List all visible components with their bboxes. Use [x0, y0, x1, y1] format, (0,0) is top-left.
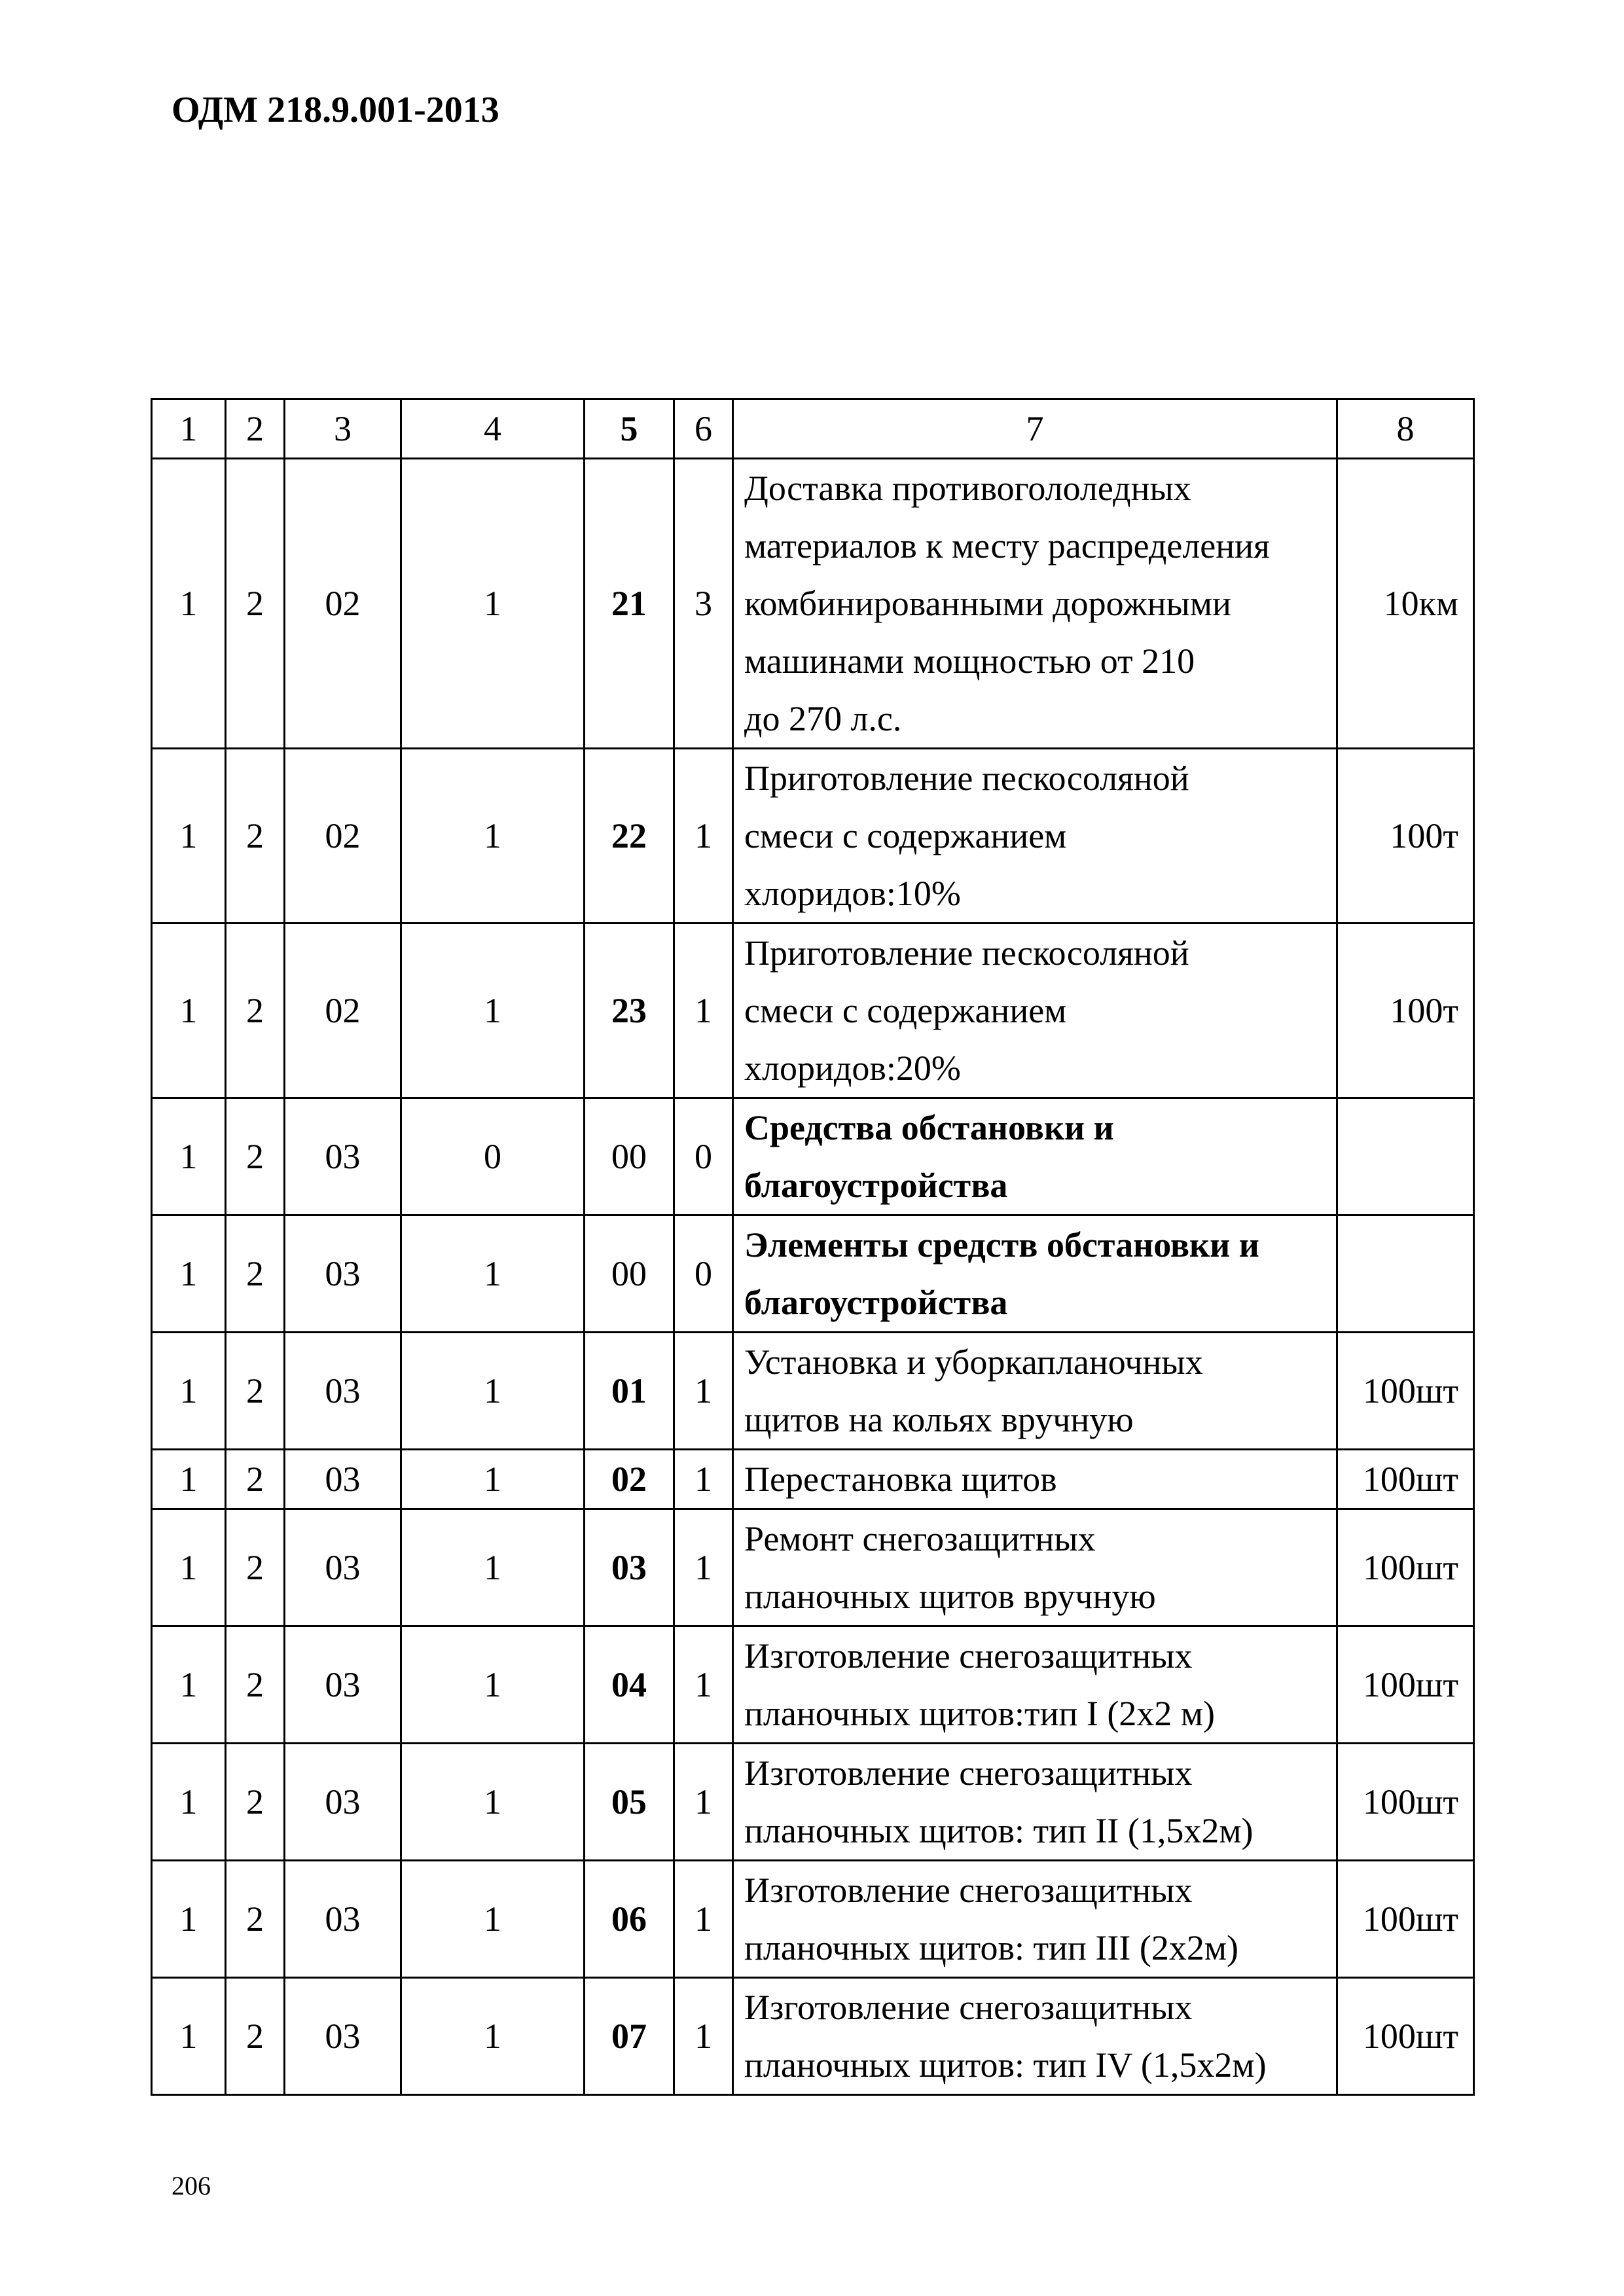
description-line: Установка и уборкапланочных: [744, 1342, 1203, 1382]
cell-col2: 2: [226, 749, 285, 924]
cell-unit: 100шт: [1337, 1626, 1474, 1744]
cell-description: [733, 1861, 1337, 1978]
cell-code: 23: [585, 924, 674, 1098]
cell-description: [733, 1450, 1337, 1509]
cell-col2: 2: [226, 1215, 285, 1333]
description-line: Доставка противогололедных: [744, 469, 1191, 508]
cell-col4: 1: [401, 924, 585, 1098]
cell-code: 22: [585, 749, 674, 924]
cell-col3: 02: [285, 924, 401, 1098]
cell-unit: 100шт: [1337, 1978, 1474, 2095]
description-line: смеси с содержанием: [744, 816, 1067, 855]
cell-unit: 100шт: [1337, 1861, 1474, 1978]
description-line: планочных щитов: тип IV (1,5х2м): [744, 2045, 1267, 2085]
cell-col2: 2: [226, 1978, 285, 2095]
cell-col1: 1: [152, 924, 226, 1098]
table-row: [152, 1861, 1474, 1978]
cell-description: [733, 924, 1337, 1098]
cell-col6: 3: [674, 459, 733, 749]
cell-col1: 1: [152, 1978, 226, 2095]
cell-col6: 1: [674, 1626, 733, 1744]
cell-col6: 1: [674, 749, 733, 924]
cell-col1: 1: [152, 1626, 226, 1744]
description-line: смеси с содержанием: [744, 991, 1067, 1030]
description-line: хлоридов:10%: [744, 874, 961, 913]
table-row: [152, 459, 1474, 749]
cell-unit: 10км: [1337, 459, 1474, 749]
cell-description: [733, 749, 1337, 924]
table-row: [152, 1626, 1474, 1744]
cell-col1: 1: [152, 1098, 226, 1215]
table-row: [152, 1509, 1474, 1626]
description-line: Ремонт снегозащитных: [744, 1519, 1096, 1558]
description-line: Приготовление пескосоляной: [744, 759, 1189, 798]
column-number-5: 5: [585, 399, 674, 459]
table-row: [152, 1450, 1474, 1509]
table-row: [152, 1744, 1474, 1861]
cell-col2: 2: [226, 1626, 285, 1744]
cell-col6: 1: [674, 1861, 733, 1978]
cell-col6: 1: [674, 1333, 733, 1450]
table-row: [152, 1978, 1474, 2095]
cell-code: 04: [585, 1626, 674, 1744]
cell-col2: 2: [226, 924, 285, 1098]
column-number-8: 8: [1337, 399, 1474, 459]
cell-col4: 1: [401, 1215, 585, 1333]
cell-col1: 1: [152, 749, 226, 924]
table-header-row: [152, 399, 1474, 459]
description-line: планочных щитов: тип II (1,5х2м): [744, 1811, 1254, 1850]
column-number-2: 2: [226, 399, 285, 459]
table-row: [152, 1333, 1474, 1450]
cell-col4: 1: [401, 749, 585, 924]
description-line: хлоридов:20%: [744, 1049, 961, 1088]
cell-col3: 03: [285, 1978, 401, 2095]
cell-col2: 2: [226, 1333, 285, 1450]
cell-col4: 1: [401, 1626, 585, 1744]
cell-col4: 1: [401, 1509, 585, 1626]
cell-description: [733, 1215, 1337, 1333]
classification-table: [151, 398, 1475, 2096]
cell-description: [733, 1509, 1337, 1626]
cell-unit: [1337, 1098, 1474, 1215]
column-number-1: 1: [152, 399, 226, 459]
cell-unit: 100шт: [1337, 1509, 1474, 1626]
cell-code: 02: [585, 1450, 674, 1509]
cell-col4: 1: [401, 1450, 585, 1509]
cell-col4: 1: [401, 459, 585, 749]
cell-code: 00: [585, 1215, 674, 1333]
cell-unit: 100т: [1337, 924, 1474, 1098]
cell-col3: 03: [285, 1215, 401, 1333]
description-line: Перестановка щитов: [744, 1460, 1057, 1499]
section-title-line: благоустройства: [744, 1283, 1008, 1322]
cell-col2: 2: [226, 1509, 285, 1626]
cell-col1: 1: [152, 1744, 226, 1861]
document-header: ОДМ 218.9.001-2013: [171, 90, 499, 130]
cell-col3: 03: [285, 1333, 401, 1450]
cell-col6: 1: [674, 1450, 733, 1509]
cell-col1: 1: [152, 1509, 226, 1626]
cell-col2: 2: [226, 459, 285, 749]
cell-col6: 1: [674, 924, 733, 1098]
description-line: Изготовление снегозащитных: [744, 1871, 1193, 1910]
cell-code: 21: [585, 459, 674, 749]
cell-col3: 03: [285, 1744, 401, 1861]
description-line: до 270 л.с.: [744, 699, 902, 738]
cell-description: [733, 1333, 1337, 1450]
cell-description: [733, 1978, 1337, 2095]
cell-description: [733, 1098, 1337, 1215]
table-row-section: [152, 1215, 1474, 1333]
cell-col3: 03: [285, 1861, 401, 1978]
description-line: планочных щитов вручную: [744, 1577, 1156, 1616]
cell-col4: 1: [401, 1978, 585, 2095]
cell-code: 05: [585, 1744, 674, 1861]
column-number-7: 7: [733, 399, 1337, 459]
section-title-line: Элементы средств обстановки и: [744, 1225, 1259, 1265]
cell-description: [733, 459, 1337, 749]
cell-col1: 1: [152, 1861, 226, 1978]
cell-code: 06: [585, 1861, 674, 1978]
cell-col2: 2: [226, 1744, 285, 1861]
cell-col1: 1: [152, 459, 226, 749]
cell-code: 01: [585, 1333, 674, 1450]
section-title-line: Средства обстановки и: [744, 1108, 1114, 1147]
cell-unit: [1337, 1215, 1474, 1333]
cell-col4: 1: [401, 1333, 585, 1450]
cell-col1: 1: [152, 1450, 226, 1509]
description-line: щитов на кольях вручную: [744, 1400, 1134, 1439]
description-line: Приготовление пескосоляной: [744, 933, 1189, 973]
cell-unit: 100шт: [1337, 1333, 1474, 1450]
table-row-section: [152, 1098, 1474, 1215]
cell-col3: 03: [285, 1626, 401, 1744]
column-number-6: 6: [674, 399, 733, 459]
description-line: планочных щитов: тип III (2х2м): [744, 1928, 1238, 1967]
cell-col3: 02: [285, 459, 401, 749]
description-line: машинами мощностью от 210: [744, 641, 1195, 681]
description-line: комбинированными дорожными: [744, 584, 1231, 623]
cell-col4: 1: [401, 1861, 585, 1978]
cell-col6: 1: [674, 1744, 733, 1861]
table-row: [152, 924, 1474, 1098]
cell-code: 07: [585, 1978, 674, 2095]
page-number: 206: [171, 2171, 211, 2200]
cell-unit: 100шт: [1337, 1450, 1474, 1509]
cell-col1: 1: [152, 1333, 226, 1450]
cell-col4: 1: [401, 1744, 585, 1861]
description-line: Изготовление снегозащитных: [744, 1753, 1193, 1793]
cell-col3: 02: [285, 749, 401, 924]
cell-col6: 1: [674, 1509, 733, 1626]
cell-col3: 03: [285, 1098, 401, 1215]
cell-col6: 0: [674, 1215, 733, 1333]
cell-description: [733, 1626, 1337, 1744]
cell-col2: 2: [226, 1098, 285, 1215]
cell-col2: 2: [226, 1450, 285, 1509]
cell-col2: 2: [226, 1861, 285, 1978]
column-number-4: 4: [401, 399, 585, 459]
cell-code: 00: [585, 1098, 674, 1215]
cell-unit: 100шт: [1337, 1744, 1474, 1861]
column-number-3: 3: [285, 399, 401, 459]
cell-unit: 100т: [1337, 749, 1474, 924]
description-line: Изготовление снегозащитных: [744, 1988, 1193, 2027]
description-line: материалов к месту распределения: [744, 526, 1270, 565]
section-title-line: благоустройства: [744, 1166, 1008, 1205]
description-line: Изготовление снегозащитных: [744, 1636, 1193, 1676]
cell-col3: 03: [285, 1450, 401, 1509]
cell-col6: 0: [674, 1098, 733, 1215]
cell-col3: 03: [285, 1509, 401, 1626]
cell-col1: 1: [152, 1215, 226, 1333]
table-row: [152, 749, 1474, 924]
cell-col4: 0: [401, 1098, 585, 1215]
cell-description: [733, 1744, 1337, 1861]
cell-code: 03: [585, 1509, 674, 1626]
cell-col6: 1: [674, 1978, 733, 2095]
description-line: планочных щитов:тип I (2х2 м): [744, 1694, 1216, 1733]
